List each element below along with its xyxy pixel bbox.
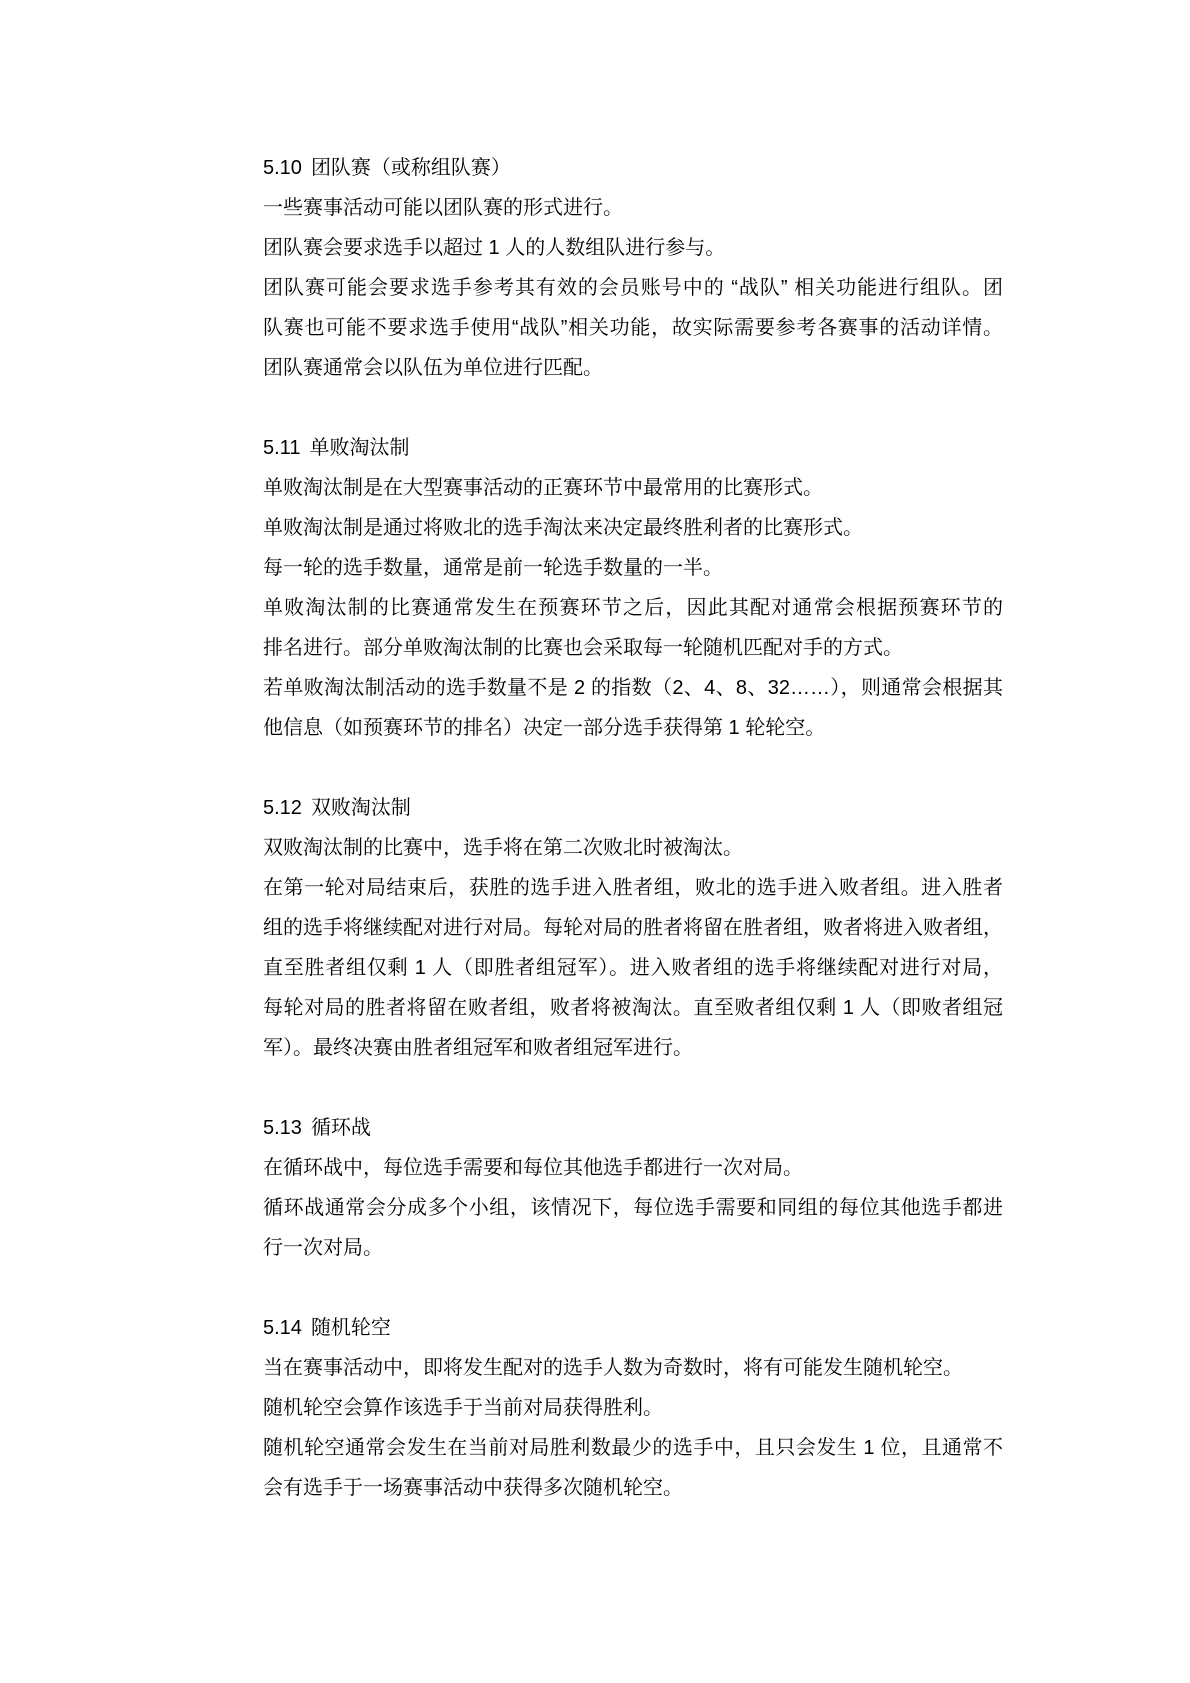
section-number: 5.12 xyxy=(263,797,302,819)
text-line: 会有选手于一场赛事活动中获得多次随机轮空。 xyxy=(263,1477,683,1499)
section-number: 5.13 xyxy=(263,1117,302,1139)
section-heading xyxy=(263,148,1003,188)
text-line: 当在赛事活动中，即将发生配对的选手人数为奇数时，将有可能发生随机轮空。 xyxy=(263,1357,963,1379)
section-heading xyxy=(263,788,1003,828)
section xyxy=(263,148,1003,388)
text-line: 队赛也可能不要求选手使用“战队”相关功能，故实际需要参考各赛事的活动详情。 xyxy=(263,317,1003,339)
text-line: 军）。最终决赛由胜者组冠军和败者组冠军进行。 xyxy=(263,1037,693,1059)
section-heading xyxy=(263,1108,1003,1148)
text-line: 一些赛事活动可能以团队赛的形式进行。 xyxy=(263,197,623,219)
text-line: 随机轮空通常会发生在当前对局胜利数最少的选手中，且只会发生 1 位，且通常不 xyxy=(263,1437,1003,1459)
text-line: 直至胜者组仅剩 1 人（即胜者组冠军）。进入败者组的选手将继续配对进行对局， xyxy=(263,957,1003,979)
text-line: 单败淘汰制是通过将败北的选手淘汰来决定最终胜利者的比赛形式。 xyxy=(263,517,863,539)
text-line: 随机轮空会算作该选手于当前对局获得胜利。 xyxy=(263,1397,663,1419)
section-lines xyxy=(263,468,1003,748)
text-line: 团队赛会要求选手以超过 1 人的人数组队进行参与。 xyxy=(263,237,726,259)
text-line: 行一次对局。 xyxy=(263,1237,383,1259)
section xyxy=(263,428,1003,748)
section-heading xyxy=(263,1308,1003,1348)
text-line: 循环战通常会分成多个小组，该情况下，每位选手需要和同组的每位其他选手都进 xyxy=(263,1197,1003,1219)
section-title: 单败淘汰制 xyxy=(309,437,410,459)
section-lines xyxy=(263,1348,1003,1508)
text-line: 组的选手将继续配对进行对局。每轮对局的胜者将留在胜者组，败者将进入败者组， xyxy=(263,917,1003,939)
text-line: 若单败淘汰制活动的选手数量不是 2 的指数（2、4、8、32……），则通常会根据其 xyxy=(263,677,1003,699)
text-line: 他信息（如预赛环节的排名）决定一部分选手获得第 1 轮轮空。 xyxy=(263,717,826,739)
section-lines xyxy=(263,1148,1003,1268)
text-line: 团队赛通常会以队伍为单位进行匹配。 xyxy=(263,357,603,379)
text-line: 单败淘汰制的比赛通常发生在预赛环节之后，因此其配对通常会根据预赛环节的 xyxy=(263,597,1003,619)
section xyxy=(263,1308,1003,1508)
text-line: 排名进行。部分单败淘汰制的比赛也会采取每一轮随机匹配对手的方式。 xyxy=(263,637,903,659)
section-lines xyxy=(263,828,1003,1068)
section-title: 团队赛（或称组队赛） xyxy=(310,157,511,179)
section-title: 循环战 xyxy=(310,1117,371,1139)
text-line: 每轮对局的胜者将留在败者组，败者将被淘汰。直至败者组仅剩 1 人（即败者组冠 xyxy=(263,997,1003,1019)
section-title: 双败淘汰制 xyxy=(310,797,411,819)
section-title: 随机轮空 xyxy=(310,1317,391,1339)
text-line: 双败淘汰制的比赛中，选手将在第二次败北时被淘汰。 xyxy=(263,837,743,859)
section-number: 5.11 xyxy=(263,437,301,459)
text-line: 每一轮的选手数量，通常是前一轮选手数量的一半。 xyxy=(263,557,723,579)
text-line: 团队赛可能会要求选手参考其有效的会员账号中的 “战队” 相关功能进行组队。团 xyxy=(263,277,1003,299)
section-number: 5.10 xyxy=(263,157,302,179)
section xyxy=(263,788,1003,1068)
text-line: 在循环战中，每位选手需要和每位其他选手都进行一次对局。 xyxy=(263,1157,803,1179)
section xyxy=(263,1108,1003,1268)
text-line: 在第一轮对局结束后，获胜的选手进入胜者组，败北的选手进入败者组。进入胜者 xyxy=(263,877,1003,899)
document-page xyxy=(263,148,1003,1508)
document-body xyxy=(263,148,1003,1508)
section-heading xyxy=(263,428,1003,468)
section-number: 5.14 xyxy=(263,1317,302,1339)
section-lines xyxy=(263,188,1003,388)
text-line: 单败淘汰制是在大型赛事活动的正赛环节中最常用的比赛形式。 xyxy=(263,477,823,499)
